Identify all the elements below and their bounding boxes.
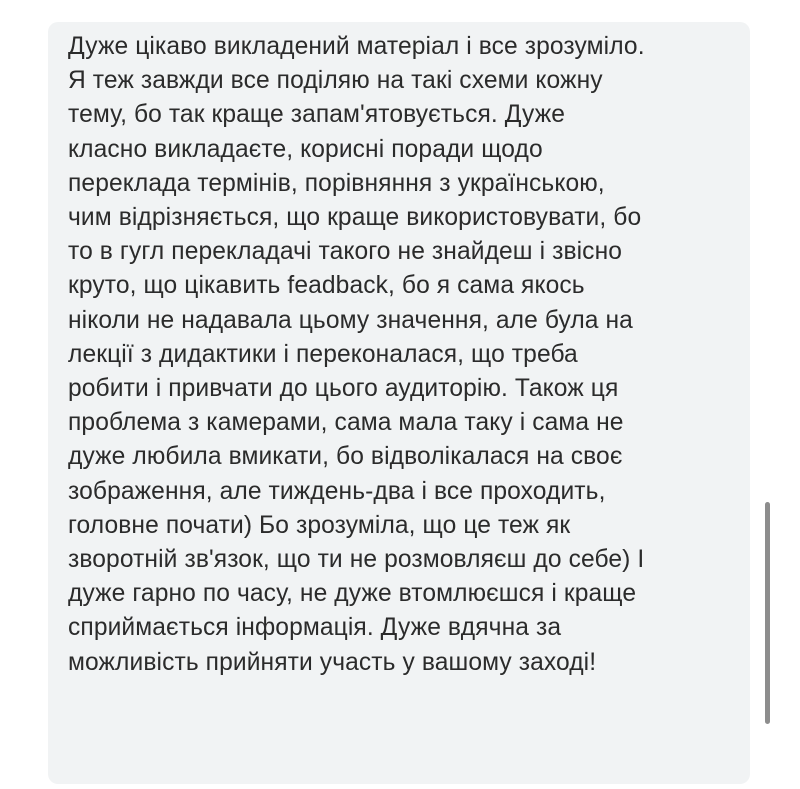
response-line: проблема з камерами, сама мала таку і сама не xyxy=(68,409,624,437)
response-line: сприймається інформація. Дуже вдячна за xyxy=(68,614,562,642)
response-line: круто, що цікавить feadback, бо я сама якось xyxy=(68,272,585,300)
response-line: робити і привчати до цього аудиторію. Також ця xyxy=(68,375,619,403)
response-line: дуже любила вмикати, бо відволікалася на своє xyxy=(68,443,623,471)
response-line: переклада термінів, порівняння з українською, xyxy=(68,169,605,197)
response-line: класно викладаєте, корисні поради щодо xyxy=(68,135,543,163)
scrollbar-thumb[interactable] xyxy=(765,502,770,724)
response-line: лекції з дидактики і переконалася, що треба xyxy=(68,340,578,368)
response-text xyxy=(68,30,730,680)
response-line: зворотній зв'язок, що ти не розмовляєш до себе) І xyxy=(68,546,645,574)
response-line: чим відрізняється, що краще використовувати, бо xyxy=(68,204,642,232)
response-line: ніколи не надавала цьому значення, але була на xyxy=(68,306,633,334)
vertical-scrollbar[interactable] xyxy=(764,22,772,784)
response-line: тему, бо так краще запам'ятовується. Дуже xyxy=(68,101,566,129)
response-card xyxy=(48,22,750,784)
response-line: дуже гарно по часу, не дуже втомлюєшся і краще xyxy=(68,580,637,608)
response-line: зображення, але тиждень-два і все проходить, xyxy=(68,477,606,505)
response-line: Дуже цікаво викладений матеріал і все зрозуміло. xyxy=(68,33,645,60)
response-line: то в гугл перекладачі такого не знайдеш і звісно xyxy=(68,238,623,266)
response-line: можливість прийняти участь у вашому заході! xyxy=(68,648,597,676)
response-line: головне почати) Бо зрозуміла, що це теж як xyxy=(68,511,571,539)
response-line: Я теж завжди все поділяю на такі схеми кожну xyxy=(68,67,603,95)
